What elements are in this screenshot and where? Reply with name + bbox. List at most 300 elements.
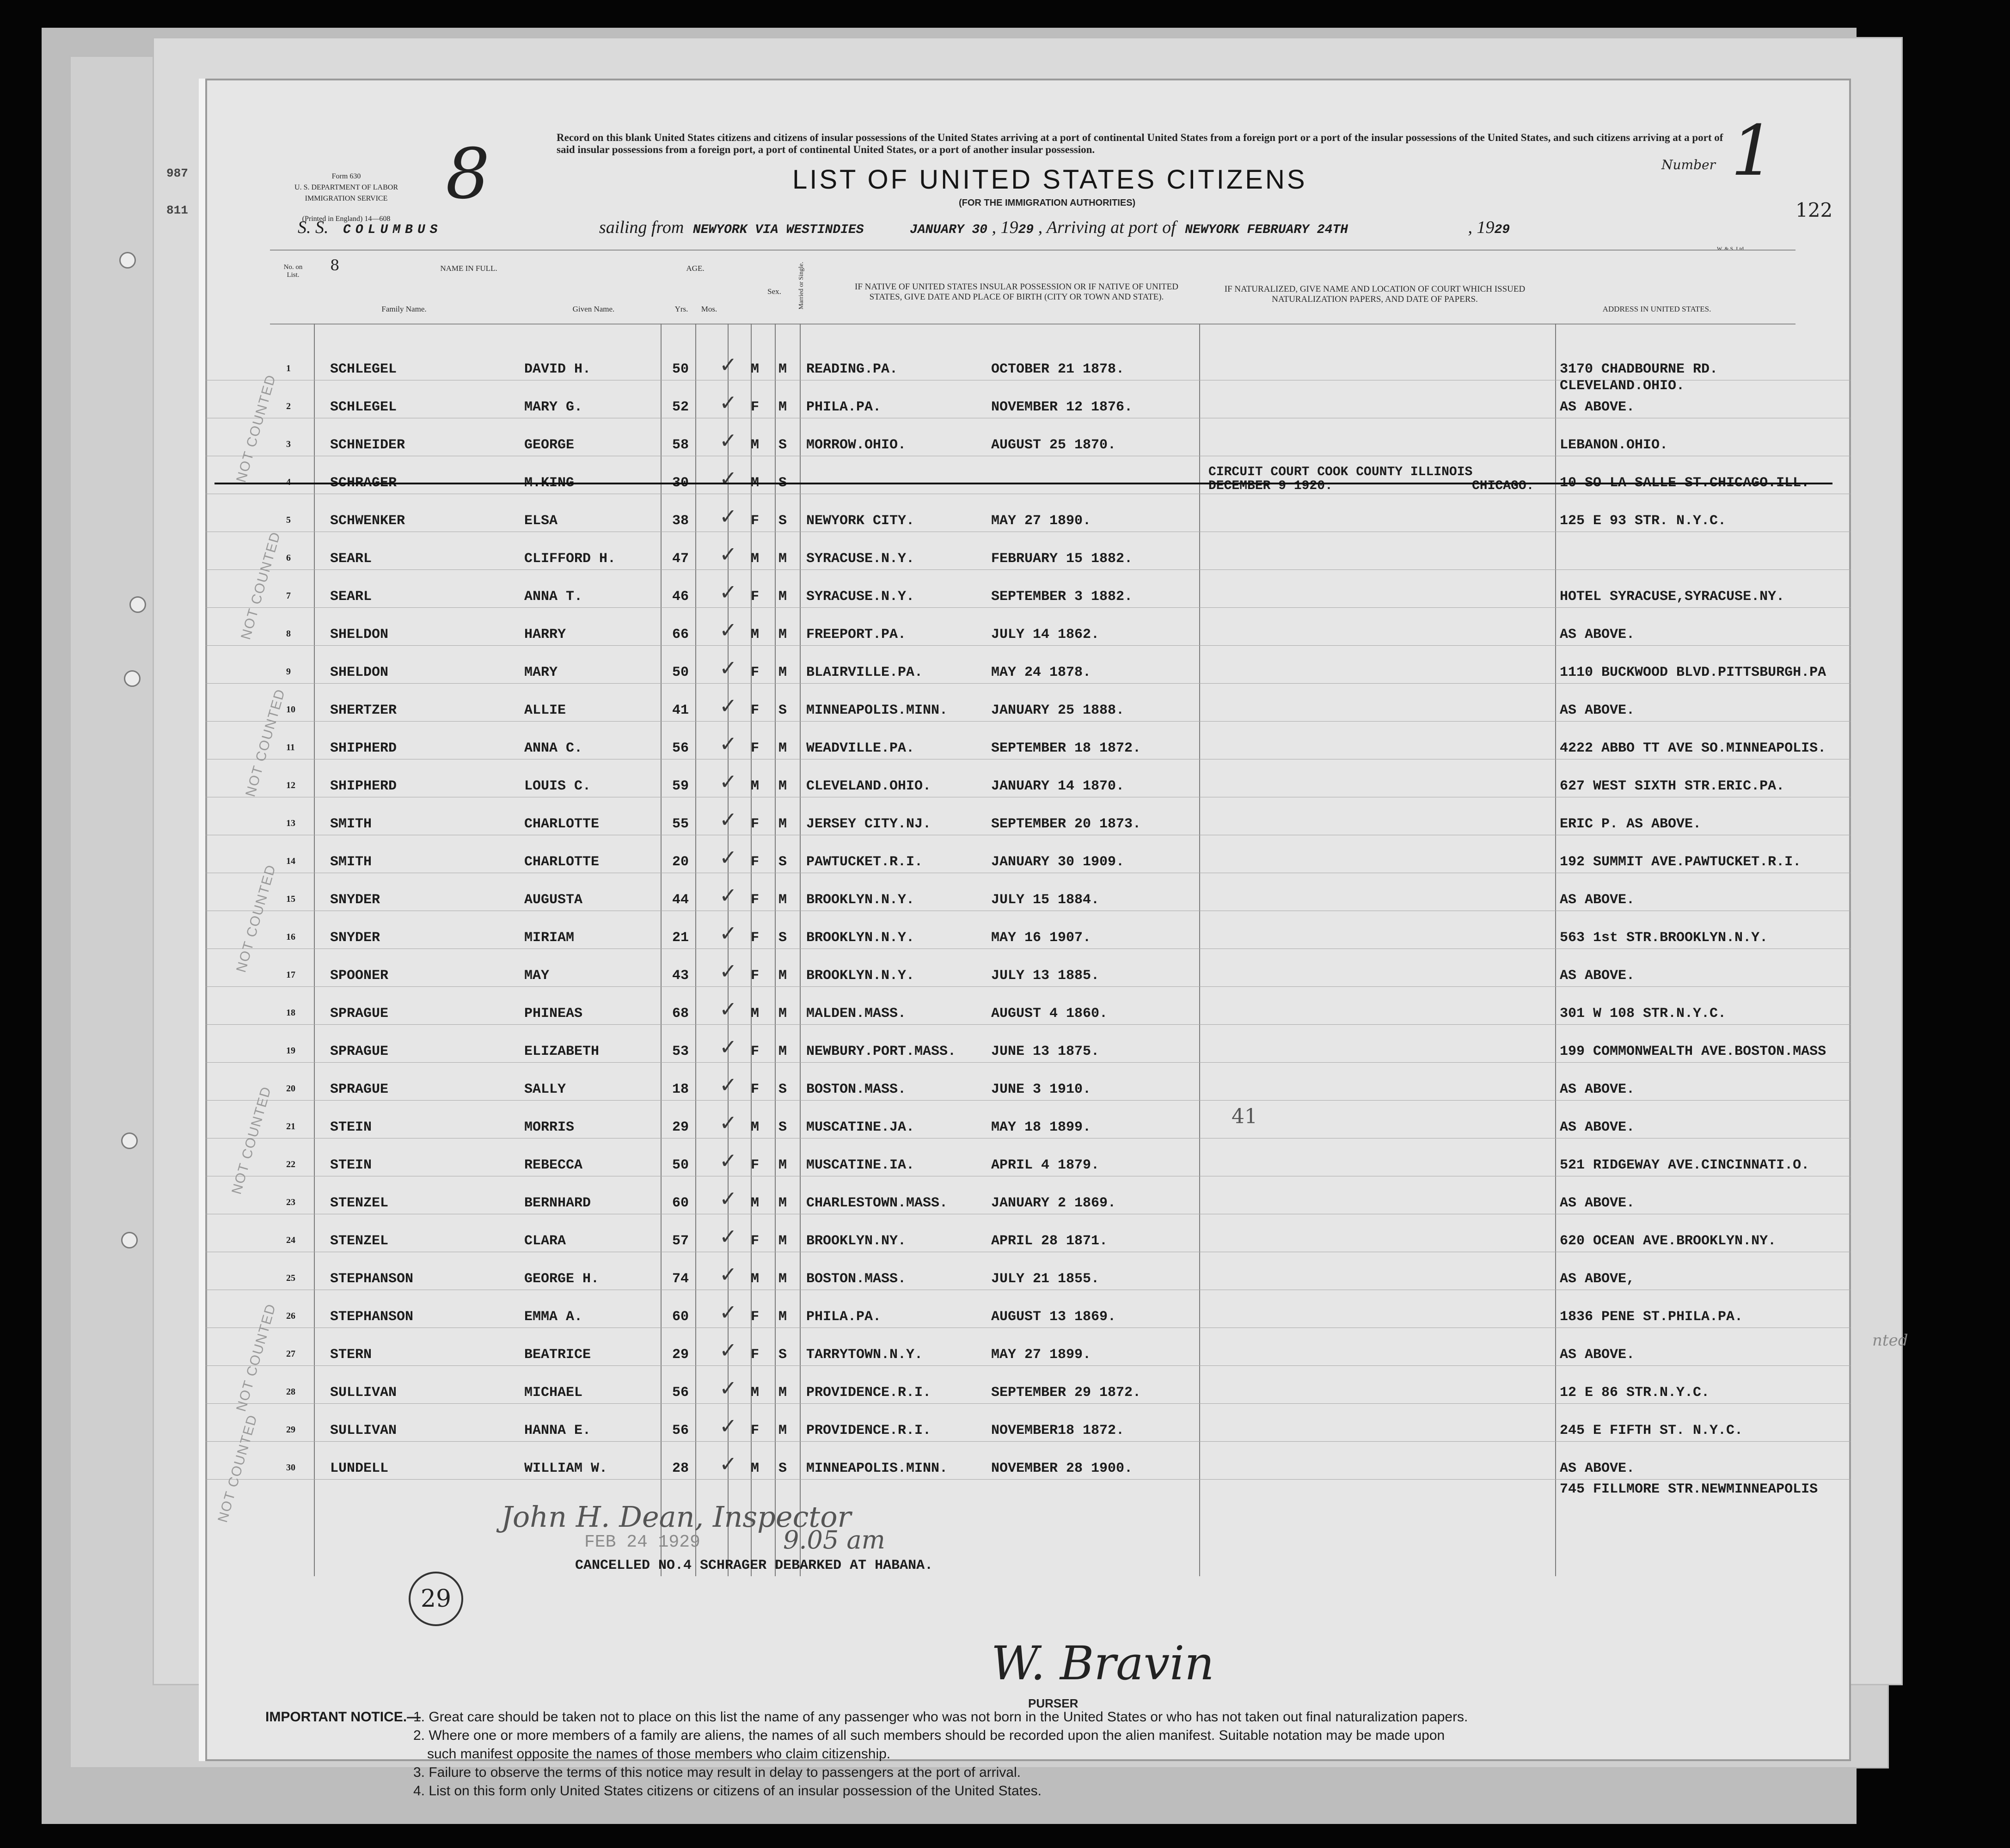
address: 10 SO LA SALLE ST.CHICAGO.ILL. xyxy=(1560,475,1810,491)
family-name: SHELDON xyxy=(330,665,389,680)
family-name: SULLIVAN xyxy=(330,1423,397,1438)
marital-status: S xyxy=(778,930,787,946)
row-number: 20 xyxy=(286,1083,295,1094)
naturalization-court: DECEMBER 9 1920. xyxy=(1208,479,1333,493)
punch-hole xyxy=(124,670,141,687)
address: 199 COMMONWEALTH AVE.BOSTON.MASS xyxy=(1560,1044,1826,1059)
address: AS ABOVE. xyxy=(1560,892,1635,908)
family-name: STENZEL xyxy=(330,1233,389,1249)
extra-address: 745 FILLMORE STR.NEWMINNEAPOLIS xyxy=(1560,1481,1818,1497)
check-mark-icon: ✓ xyxy=(719,466,737,491)
number-label: Number xyxy=(1661,157,1716,172)
row-number: 5 xyxy=(286,515,291,525)
sex: F xyxy=(751,1423,760,1438)
arriving-label: , Arriving at port of xyxy=(1038,218,1176,237)
given-name: GEORGE xyxy=(524,437,575,453)
address: 563 1st STR.BROOKLYN.N.Y. xyxy=(1560,930,1768,946)
row-number: 6 xyxy=(286,553,291,563)
not-counted-stamp: NOT COUNTED xyxy=(233,373,279,484)
address: 3170 CHADBOURNE RD. xyxy=(1560,361,1718,377)
birth-date: NOVEMBER 28 1900. xyxy=(991,1461,1133,1476)
row-number: 8 xyxy=(286,629,291,639)
family-name: STENZEL xyxy=(330,1195,389,1211)
table-row xyxy=(205,1100,1851,1138)
birth-place: BROOKLYN.N.Y. xyxy=(806,892,915,908)
marital-status: M xyxy=(778,1309,787,1325)
not-counted-stamp: NOT COUNTED xyxy=(229,1084,275,1196)
address: AS ABOVE. xyxy=(1560,1120,1635,1135)
row-number: 4 xyxy=(286,477,291,487)
row-number: 15 xyxy=(286,894,295,904)
marital-status: M xyxy=(778,816,787,832)
table-row xyxy=(205,1290,1851,1328)
address: 1110 BUCKWOOD BLVD.PITTSBURGH.PA xyxy=(1560,665,1826,680)
given-name: ANNA T. xyxy=(524,589,583,605)
family-name: SEARL xyxy=(330,589,372,605)
given-name: CHARLOTTE xyxy=(524,816,600,832)
birth-date: JUNE 13 1875. xyxy=(991,1044,1100,1059)
table-row xyxy=(205,948,1851,987)
given-name: MORRIS xyxy=(524,1120,575,1135)
given-name: EMMA A. xyxy=(524,1309,583,1325)
punch-hole xyxy=(129,596,146,613)
family-name: STERN xyxy=(330,1347,372,1363)
sex: F xyxy=(751,665,760,680)
address: AS ABOVE. xyxy=(1560,968,1635,984)
marital-status: M xyxy=(778,740,787,756)
table-row xyxy=(205,911,1851,949)
check-mark-icon: ✓ xyxy=(719,655,737,680)
birth-date: JANUARY 30 1909. xyxy=(991,854,1125,870)
check-mark-icon: ✓ xyxy=(719,997,737,1022)
birth-date: NOVEMBER 12 1876. xyxy=(991,399,1133,415)
birth-date: SEPTEMBER 18 1872. xyxy=(991,740,1141,756)
birth-date: JULY 14 1862. xyxy=(991,627,1100,643)
birth-place: SYRACUSE.N.Y. xyxy=(806,551,915,567)
table-row xyxy=(205,532,1851,570)
age-years: 20 xyxy=(672,854,689,870)
marital-status: M xyxy=(778,361,787,377)
family-name: LUNDELL xyxy=(330,1461,389,1476)
col-no-on-list: No. on List. xyxy=(283,263,303,279)
check-mark-icon: ✓ xyxy=(719,1186,737,1211)
family-name: SMITH xyxy=(330,816,372,832)
marital-status: S xyxy=(778,1347,787,1363)
arr-year: 29 xyxy=(1494,223,1510,237)
manifest-page xyxy=(199,79,1851,1799)
birth-place: CLEVELAND.OHIO. xyxy=(806,778,931,794)
record-instructions: Record on this blank United States citizens and citizens of insular possessions of the United States arriving at a port of continental United States from a foreign port or a port of the insular possessions of the United States, and such citizens arriving at a port of said insular possessions from a foreign port, a port of continental United States, or a port of another insular possession. xyxy=(557,132,1723,155)
birth-place: PROVIDENCE.R.I. xyxy=(806,1385,931,1401)
check-mark-icon: ✓ xyxy=(719,807,737,832)
birth-date: AUGUST 25 1870. xyxy=(991,437,1116,453)
not-counted-stamp: NOT COUNTED xyxy=(238,530,284,642)
arr-year-prefix: , 19 xyxy=(1468,218,1495,237)
sex: F xyxy=(751,1309,760,1325)
family-name: SPRAGUE xyxy=(330,1006,389,1022)
table-row xyxy=(205,986,1851,1025)
age-years: 58 xyxy=(672,437,689,453)
naturalization-court: CHICAGO. xyxy=(1472,479,1534,493)
family-name: SEARL xyxy=(330,551,372,567)
age-years: 38 xyxy=(672,513,689,529)
age-years: 29 xyxy=(672,1347,689,1363)
edge-text: 987 xyxy=(166,166,188,180)
row-number: 27 xyxy=(286,1349,295,1359)
check-mark-icon: ✓ xyxy=(719,883,737,908)
family-name: SCHLEGEL xyxy=(330,361,397,377)
row-number: 22 xyxy=(286,1159,295,1169)
sex: M xyxy=(751,361,760,377)
sex: F xyxy=(751,892,760,908)
voyage-line xyxy=(298,217,1510,238)
check-mark-icon: ✓ xyxy=(719,1110,737,1135)
family-name: SPOONER xyxy=(330,968,389,984)
not-counted-stamp: NOT COUNTED xyxy=(233,1302,279,1414)
birth-date: JANUARY 2 1869. xyxy=(991,1195,1116,1211)
table-row xyxy=(205,456,1851,494)
address: AS ABOVE, xyxy=(1560,1271,1635,1287)
ss-label: S. S. xyxy=(298,218,329,237)
birth-date: AUGUST 4 1860. xyxy=(991,1006,1108,1022)
family-name: SHERTZER xyxy=(330,703,397,718)
birth-place: FREEPORT.PA. xyxy=(806,627,907,643)
sex: F xyxy=(751,854,760,870)
age-years: 29 xyxy=(672,1120,689,1135)
birth-place: MUSCATINE.JA. xyxy=(806,1120,915,1135)
age-years: 46 xyxy=(672,589,689,605)
birth-place: MUSCATINE.IA. xyxy=(806,1157,915,1173)
family-name: SNYDER xyxy=(330,892,380,908)
table-row xyxy=(205,1176,1851,1214)
row-number: 16 xyxy=(286,932,295,942)
not-counted-stamp: NOT COUNTED xyxy=(243,687,288,799)
table-row xyxy=(205,1024,1851,1063)
col-birth: IF NATIVE OF UNITED STATES INSULAR POSSESSION OR IF NATIVE OF UNITED STATES, GIVE DATE AND PLACE OF BIRTH (CITY OR TOWN AND STATE). xyxy=(855,282,1178,302)
birth-place: BROOKLYN.N.Y. xyxy=(806,968,915,984)
birth-date: JULY 21 1855. xyxy=(991,1271,1100,1287)
handwritten-eight: 8 xyxy=(446,134,490,214)
age-years: 47 xyxy=(672,551,689,567)
birth-date: MAY 24 1878. xyxy=(991,665,1091,680)
sex: F xyxy=(751,1082,760,1097)
age-years: 68 xyxy=(672,1006,689,1022)
table-row xyxy=(205,797,1851,835)
marital-status: M xyxy=(778,778,787,794)
given-name: ELIZABETH xyxy=(524,1044,600,1059)
table-row xyxy=(205,1062,1851,1101)
sex: M xyxy=(751,437,760,453)
check-mark-icon: ✓ xyxy=(719,693,737,718)
age-years: 52 xyxy=(672,399,689,415)
sex: F xyxy=(751,399,760,415)
birth-place: PROVIDENCE.R.I. xyxy=(806,1423,931,1438)
birth-place: PAWTUCKET.R.I. xyxy=(806,854,923,870)
marital-status: M xyxy=(778,399,787,415)
check-mark-icon: ✓ xyxy=(719,1072,737,1097)
address: AS ABOVE. xyxy=(1560,627,1635,643)
address: 1836 PENE ST.PHILA.PA. xyxy=(1560,1309,1743,1325)
row-number: 11 xyxy=(286,742,295,753)
family-name: SNYDER xyxy=(330,930,380,946)
address: AS ABOVE. xyxy=(1560,1347,1635,1363)
row-number: 9 xyxy=(286,667,291,677)
birth-place: WEADVILLE.PA. xyxy=(806,740,915,756)
given-name: ALLIE xyxy=(524,703,566,718)
given-name: MARY xyxy=(524,665,558,680)
sex: F xyxy=(751,1157,760,1173)
page-title: LIST OF UNITED STATES CITIZENS xyxy=(792,165,1307,195)
row-number: 3 xyxy=(286,439,291,449)
birth-place: BLAIRVILLE.PA. xyxy=(806,665,923,680)
check-mark-icon: ✓ xyxy=(719,1224,737,1249)
inspection-time: 9.05 am xyxy=(783,1525,885,1554)
birth-place: TARRYTOWN.N.Y. xyxy=(806,1347,923,1363)
form-info xyxy=(270,171,423,225)
birth-date: MAY 27 1890. xyxy=(991,513,1091,529)
birth-date: SEPTEMBER 3 1882. xyxy=(991,589,1133,605)
table-row xyxy=(205,1252,1851,1290)
birth-place: MORROW.OHIO. xyxy=(806,437,907,453)
important-notice-heading: IMPORTANT NOTICE.— xyxy=(265,1709,421,1725)
age-years: 28 xyxy=(672,1461,689,1476)
sex: M xyxy=(751,1271,760,1287)
family-name: SCHWENKER xyxy=(330,513,405,529)
given-name: HARRY xyxy=(524,627,566,643)
marital-status: M xyxy=(778,1233,787,1249)
address: AS ABOVE. xyxy=(1560,1461,1635,1476)
row-number: 21 xyxy=(286,1121,295,1132)
passenger-table xyxy=(205,342,1851,1479)
inspection-date-stamp: FEB 24 1929 xyxy=(584,1532,700,1552)
sex: F xyxy=(751,513,760,529)
col-sex: Sex. xyxy=(767,287,781,296)
given-name: CLARA xyxy=(524,1233,566,1249)
table-row xyxy=(205,873,1851,911)
birth-place: PHILA.PA. xyxy=(806,1309,882,1325)
check-mark-icon: ✓ xyxy=(719,769,737,794)
edge-text: nted xyxy=(1872,1331,1908,1350)
notice-item: 1. Great care should be taken not to place on this list the name of any passenger who was not born in the United States or who has not taken out final naturalization papers. xyxy=(413,1709,1468,1725)
age-years: 50 xyxy=(672,1157,689,1173)
notice-item: 3. Failure to observe the terms of this notice may result in delay to passengers at the port of arrival. xyxy=(413,1765,1021,1780)
family-name: STEIN xyxy=(330,1120,372,1135)
age-years: 43 xyxy=(672,968,689,984)
row-number: 17 xyxy=(286,970,295,980)
page-subtitle: (FOR THE IMMIGRATION AUTHORITIES) xyxy=(959,198,1136,208)
family-name: STEIN xyxy=(330,1157,372,1173)
family-name: SHELDON xyxy=(330,627,389,643)
family-name: STEPHANSON xyxy=(330,1271,414,1287)
service-name: IMMIGRATION SERVICE xyxy=(305,195,388,202)
sex: F xyxy=(751,1233,760,1249)
col-yrs: Yrs. xyxy=(674,305,688,313)
table-row xyxy=(205,380,1851,418)
given-name: ELSA xyxy=(524,513,558,529)
sex: F xyxy=(751,930,760,946)
punch-hole xyxy=(121,1232,138,1248)
printed-note: (Printed in England) 14—608 xyxy=(302,215,391,223)
table-row xyxy=(205,1328,1851,1366)
col-married: Married or Single. xyxy=(798,262,805,310)
age-years: 56 xyxy=(672,1385,689,1401)
given-name: MICHAEL xyxy=(524,1385,583,1401)
sex: F xyxy=(751,703,760,718)
address: 125 E 93 STR. N.Y.C. xyxy=(1560,513,1727,529)
marital-status: M xyxy=(778,968,787,984)
family-name: SCHLEGEL xyxy=(330,399,397,415)
given-name: MAY xyxy=(524,968,550,984)
table-row xyxy=(205,494,1851,532)
col-mos: Mos. xyxy=(701,305,717,313)
table-row xyxy=(205,1365,1851,1404)
address: 620 OCEAN AVE.BROOKLYN.NY. xyxy=(1560,1233,1777,1249)
naturalization-court: CIRCUIT COURT COOK COUNTY ILLINOIS xyxy=(1208,465,1473,479)
birth-date: JUNE 3 1910. xyxy=(991,1082,1091,1097)
family-name: SPRAGUE xyxy=(330,1044,389,1059)
birth-place: READING.PA. xyxy=(806,361,898,377)
age-years: 53 xyxy=(672,1044,689,1059)
sex: M xyxy=(751,778,760,794)
page-number: 122 xyxy=(1796,199,1833,221)
table-row xyxy=(205,645,1851,684)
age-years: 55 xyxy=(672,816,689,832)
row-number: 26 xyxy=(286,1311,295,1321)
birth-place: BROOKLYN.N.Y. xyxy=(806,930,915,946)
family-name: SHIPHERD xyxy=(330,740,397,756)
birth-date: FEBRUARY 15 1882. xyxy=(991,551,1133,567)
address: 192 SUMMIT AVE.PAWTUCKET.R.I. xyxy=(1560,854,1802,870)
birth-place: NEWYORK CITY. xyxy=(806,513,915,529)
sex: F xyxy=(751,1044,760,1059)
address: 521 RIDGEWAY AVE.CINCINNATI.O. xyxy=(1560,1157,1810,1173)
given-name: PHINEAS xyxy=(524,1006,583,1022)
age-years: 66 xyxy=(672,627,689,643)
table-row xyxy=(205,1403,1851,1442)
table-row xyxy=(205,1214,1851,1252)
address: LEBANON.OHIO. xyxy=(1560,437,1668,453)
birth-date: MAY 16 1907. xyxy=(991,930,1091,946)
marital-status: S xyxy=(778,1082,787,1097)
age-years: 56 xyxy=(672,1423,689,1438)
marital-status: M xyxy=(778,1423,787,1438)
form-number: Form 630 xyxy=(331,172,361,180)
check-mark-icon: ✓ xyxy=(719,580,737,605)
address: ERIC P. AS ABOVE. xyxy=(1560,816,1702,832)
inspector-signature: John H. Dean, Inspector xyxy=(501,1500,852,1534)
sex: M xyxy=(751,1195,760,1211)
notice-item: such manifest opposite the names of those members who claim citizenship. xyxy=(427,1746,891,1762)
check-mark-icon: ✓ xyxy=(719,1034,737,1059)
family-name: SCHRAGER xyxy=(330,475,397,491)
given-name: ANNA C. xyxy=(524,740,583,756)
printer-mark: W. & S. Ltd. xyxy=(1717,245,1745,252)
marital-status: M xyxy=(778,1044,787,1059)
check-mark-icon: ✓ xyxy=(719,1451,737,1476)
family-name: SPRAGUE xyxy=(330,1082,389,1097)
row-number: 29 xyxy=(286,1425,295,1435)
sail-year: 29 xyxy=(1018,223,1034,237)
not-counted-stamp: NOT COUNTED xyxy=(233,863,279,974)
marital-status: M xyxy=(778,1157,787,1173)
check-mark-icon: ✓ xyxy=(719,1414,737,1438)
row-number: 23 xyxy=(286,1197,295,1207)
family-name: SULLIVAN xyxy=(330,1385,397,1401)
sailing-label: sailing from xyxy=(599,218,684,237)
family-name: STEPHANSON xyxy=(330,1309,414,1325)
birth-place: MINNEAPOLIS.MINN. xyxy=(806,703,948,718)
given-name: BEATRICE xyxy=(524,1347,591,1363)
sail-year-prefix: , 19 xyxy=(992,218,1018,237)
address: AS ABOVE. xyxy=(1560,703,1635,718)
age-years: 74 xyxy=(672,1271,689,1287)
birth-date: MAY 18 1899. xyxy=(991,1120,1091,1135)
check-mark-icon: ✓ xyxy=(719,921,737,946)
family-name: SHIPHERD xyxy=(330,778,397,794)
side-note: 41 xyxy=(1232,1105,1257,1128)
check-mark-icon: ✓ xyxy=(719,542,737,567)
given-name: HANNA E. xyxy=(524,1423,591,1438)
row-number: 10 xyxy=(286,704,295,715)
row-number: 19 xyxy=(286,1046,295,1056)
age-years: 50 xyxy=(672,665,689,680)
purser-signature: W. Bravin xyxy=(991,1636,1214,1690)
check-mark-icon: ✓ xyxy=(719,845,737,870)
row-number: 14 xyxy=(286,856,295,866)
marital-status: S xyxy=(778,513,787,529)
row-number: 30 xyxy=(286,1462,295,1473)
row-number: 2 xyxy=(286,401,291,411)
birth-date: JANUARY 14 1870. xyxy=(991,778,1125,794)
marital-status: M xyxy=(778,1385,787,1401)
age-years: 60 xyxy=(672,1195,689,1211)
check-mark-icon: ✓ xyxy=(719,1338,737,1363)
birth-date: JULY 15 1884. xyxy=(991,892,1100,908)
row-number: 25 xyxy=(286,1273,295,1283)
not-counted-stamp: NOT COUNTED xyxy=(215,1413,261,1524)
punch-hole xyxy=(121,1132,138,1149)
address: 12 E 86 STR.N.Y.C. xyxy=(1560,1385,1710,1401)
marital-status: M xyxy=(778,627,787,643)
address: HOTEL SYRACUSE,SYRACUSE.NY. xyxy=(1560,589,1785,605)
col-address: ADDRESS IN UNITED STATES. xyxy=(1602,305,1711,313)
marital-status: S xyxy=(778,437,787,453)
row-number: 13 xyxy=(286,818,295,828)
check-mark-icon: ✓ xyxy=(719,618,737,643)
birth-place: BOSTON.MASS. xyxy=(806,1271,907,1287)
given-name: DAVID H. xyxy=(524,361,591,377)
check-mark-icon: ✓ xyxy=(719,390,737,415)
sex: F xyxy=(751,589,760,605)
check-mark-icon: ✓ xyxy=(719,731,737,756)
table-row xyxy=(205,569,1851,608)
address: 301 W 108 STR.N.Y.C. xyxy=(1560,1006,1727,1022)
marital-status: M xyxy=(778,1006,787,1022)
purser-label: PURSER xyxy=(1028,1696,1079,1710)
check-mark-icon: ✓ xyxy=(719,504,737,529)
table-row xyxy=(205,721,1851,759)
marital-status: S xyxy=(778,1120,787,1135)
given-name: M.KING xyxy=(524,475,575,491)
sex: F xyxy=(751,968,760,984)
given-name: AUGUSTA xyxy=(524,892,583,908)
address-line-2: CLEVELAND.OHIO. xyxy=(1560,378,1685,394)
col-naturalized: IF NATURALIZED, GIVE NAME AND LOCATION OF COURT WHICH ISSUED NATURALIZATION PAPERS, AND DATE OF PAPERS. xyxy=(1224,284,1526,304)
circled-count: 29 xyxy=(409,1572,463,1626)
row-number: 18 xyxy=(286,1008,295,1018)
given-name: MIRIAM xyxy=(524,930,575,946)
birth-place: SYRACUSE.N.Y. xyxy=(806,589,915,605)
